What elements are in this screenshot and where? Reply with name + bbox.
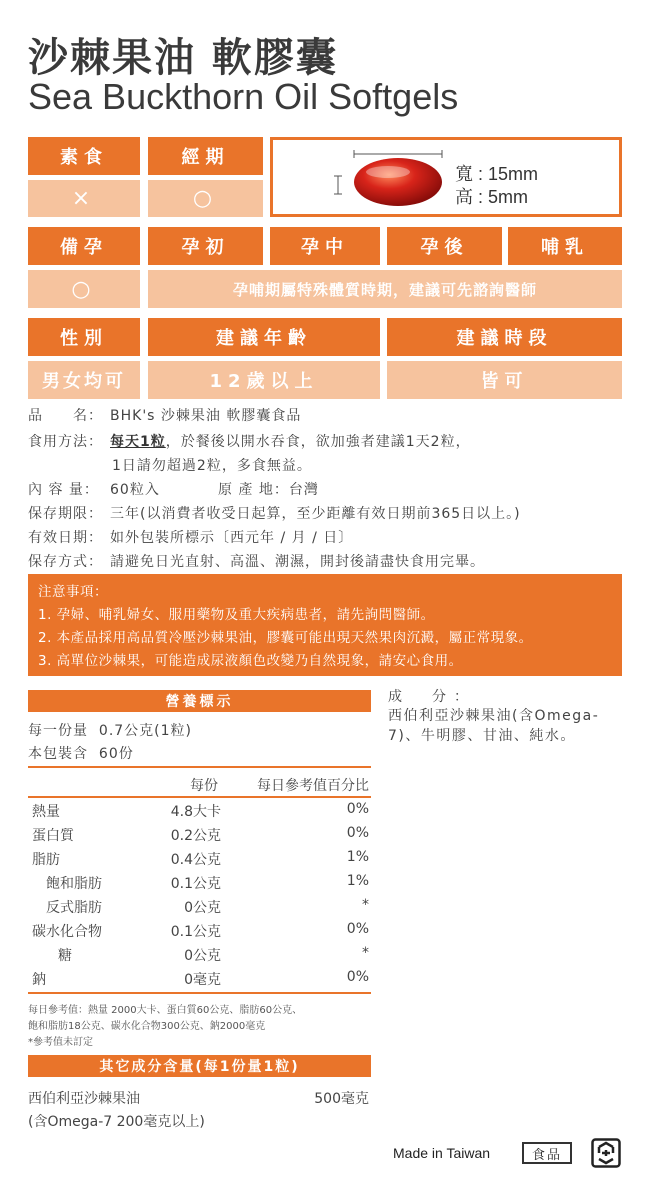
- ingredients-value: 西伯利亞沙棘果油(含Omega-7)、牛明膠、甘油、純水。: [388, 708, 600, 744]
- nutrient-daily-pct: 0%: [346, 969, 369, 985]
- nutrient-amount: 0毫克: [184, 972, 221, 988]
- notice-item: 2. 本產品採用高品質冷壓沙棘果油，膠囊可能出現天然果肉沉澱，屬正常現象。: [38, 630, 533, 646]
- nutrient-name: 蛋白質: [32, 828, 74, 844]
- footnote-line-1: 每日參考值：熱量 2000大卡、蛋白質60公克、脂肪60公克、: [28, 1005, 303, 1016]
- package-value: 60份: [98, 746, 134, 762]
- storage-value: 請避免日光直射、高溫、潮濕，開封後請盡快食用完畢。: [110, 554, 485, 570]
- nutrient-name: 反式脂肪: [46, 900, 102, 916]
- recycle-icon: [591, 1138, 621, 1168]
- nutrient-name: 脂肪: [32, 852, 60, 868]
- nutrient-amount: 0.2公克: [170, 828, 221, 844]
- content-value: 60粒入: [110, 482, 160, 498]
- softgel-size-panel: [270, 137, 622, 217]
- method-line-2: 1日請勿超過2粒，多食無益。: [112, 458, 312, 474]
- notice-box: [28, 574, 622, 676]
- nutrition-row: [28, 921, 371, 945]
- serving-row: [28, 720, 192, 740]
- time-label: 建議時段: [387, 318, 622, 356]
- notice-item: 3. 高單位沙棘果，可能造成尿液顏色改變乃自然現象，請安心食用。: [38, 653, 463, 669]
- title-english: Sea Buckthorn Oil Softgels: [28, 76, 459, 117]
- nutrition-row: [28, 849, 371, 873]
- period-value: ○: [148, 180, 263, 217]
- time-value: 皆可: [387, 361, 622, 399]
- softgel-image: [330, 148, 445, 210]
- nutrition-row: [28, 873, 371, 897]
- age-label: 建議年齡: [148, 318, 380, 356]
- method-label: 食用方法：: [28, 434, 103, 450]
- divider: [28, 796, 371, 798]
- storage-row: [28, 551, 485, 571]
- expiry-row: [28, 527, 353, 547]
- nutrient-amount: 0.4公克: [170, 852, 221, 868]
- origin-value: 台灣: [288, 482, 319, 498]
- nutrition-row: [28, 969, 371, 993]
- shelf-life-value: 三年(以消費者收受日起算，至少距離有效日期前365日以上。): [110, 506, 521, 522]
- footnote-line-2: 飽和脂肪18公克、碳水化合物300公克、鈉2000毫克: [28, 1021, 266, 1032]
- divider: [28, 992, 371, 994]
- ingredients-label: 成 分：: [388, 689, 476, 705]
- product-name-row: [28, 405, 301, 425]
- nutrient-name: 碳水化合物: [32, 924, 102, 940]
- preg-prepare-value: ○: [28, 270, 140, 308]
- preg-header-nursing: 哺乳: [508, 227, 622, 265]
- preg-header-late: 孕後: [387, 227, 502, 265]
- nutrient-daily-pct: 1%: [346, 849, 369, 865]
- other-item-name: 西伯利亞沙棘果油: [28, 1091, 140, 1107]
- serving-value: 0.7公克(1粒): [98, 723, 193, 739]
- notice-item: 1. 孕婦、哺乳婦女、服用藥物及重大疾病患者，請先詢問醫師。: [38, 607, 435, 623]
- content-row: [28, 479, 160, 499]
- nutrition-row: [28, 825, 371, 849]
- notice-title: 注意事項：: [38, 584, 108, 600]
- other-item-amount: 500毫克: [314, 1091, 369, 1107]
- origin-label: 原 產 地：: [218, 482, 289, 498]
- made-in-taiwan: Made in Taiwan: [393, 1145, 491, 1161]
- other-ingredients-title: 其它成分含量(每1份量1粒): [28, 1055, 371, 1077]
- nutrient-daily-pct: 0%: [346, 921, 369, 937]
- expiry-value: 如外包裝所標示〔西元年 / 月 / 日〕: [110, 530, 354, 546]
- method-row: [28, 431, 471, 451]
- nutrition-title: 營養標示: [28, 690, 371, 712]
- method-emphasis: 每天1粒: [110, 434, 166, 450]
- preg-note: 孕哺期屬特殊體質時期，建議可先諮詢醫師: [148, 270, 622, 308]
- nutrient-name: 糖: [58, 948, 72, 964]
- nutrient-daily-pct: 1%: [346, 873, 369, 889]
- origin-row: [218, 479, 319, 499]
- nutrient-daily-pct: *: [362, 897, 369, 913]
- food-badge: 食品: [522, 1142, 572, 1164]
- nutrient-amount: 4.8大卡: [170, 804, 221, 820]
- vegetarian-label: 素食: [28, 137, 140, 175]
- softgel-height: 高 : 5mm: [455, 187, 529, 207]
- title-chinese: 沙棘果油 軟膠囊: [28, 35, 338, 81]
- preg-header-mid: 孕中: [270, 227, 380, 265]
- storage-label: 保存方式：: [28, 554, 103, 570]
- preg-header-prepare: 備孕: [28, 227, 140, 265]
- expiry-label: 有效日期：: [28, 530, 103, 546]
- period-label: 經期: [148, 137, 263, 175]
- nutrient-name: 飽和脂肪: [46, 876, 102, 892]
- col-per-serving: 每份: [190, 778, 218, 794]
- gender-value: 男女均可: [28, 361, 140, 399]
- product-name-label: 品 名：: [28, 408, 103, 424]
- other-item-note: (含Omega-7 200毫克以上): [28, 1114, 205, 1130]
- nutrient-amount: 0.1公克: [170, 924, 221, 940]
- vegetarian-value: ×: [28, 180, 140, 217]
- nutrient-amount: 0公克: [184, 900, 221, 916]
- nutrient-daily-pct: 0%: [346, 825, 369, 841]
- footnote-line-3: *參考值未訂定: [28, 1037, 93, 1048]
- content-label: 內 容 量：: [28, 482, 99, 498]
- nutrition-row: [28, 945, 371, 969]
- nutrient-name: 熱量: [32, 804, 60, 820]
- nutrient-daily-pct: *: [362, 945, 369, 961]
- method-text: ，於餐後以開水吞食，欲加強者建議1天2粒，: [165, 434, 471, 450]
- nutrition-row: [28, 897, 371, 921]
- gender-label: 性別: [28, 318, 140, 356]
- nutrient-amount: 0.1公克: [170, 876, 221, 892]
- nutrient-daily-pct: 0%: [346, 801, 369, 817]
- preg-header-early: 孕初: [148, 227, 263, 265]
- age-value: 12歲以上: [148, 361, 380, 399]
- package-row: [28, 743, 134, 763]
- serving-label: 每一份量: [28, 723, 88, 739]
- divider: [28, 766, 371, 768]
- shelf-life-label: 保存期限：: [28, 506, 103, 522]
- shelf-life-row: [28, 503, 521, 523]
- softgel-width: 寬 : 15mm: [455, 164, 539, 184]
- nutrient-amount: 0公克: [184, 948, 221, 964]
- package-label: 本包裝含: [28, 746, 88, 762]
- nutrition-row: [28, 801, 371, 825]
- product-name-value: BHK's 沙棘果油 軟膠囊食品: [110, 408, 302, 424]
- nutrient-name: 鈉: [32, 972, 46, 988]
- col-daily-value: 每日參考值百分比: [257, 778, 369, 794]
